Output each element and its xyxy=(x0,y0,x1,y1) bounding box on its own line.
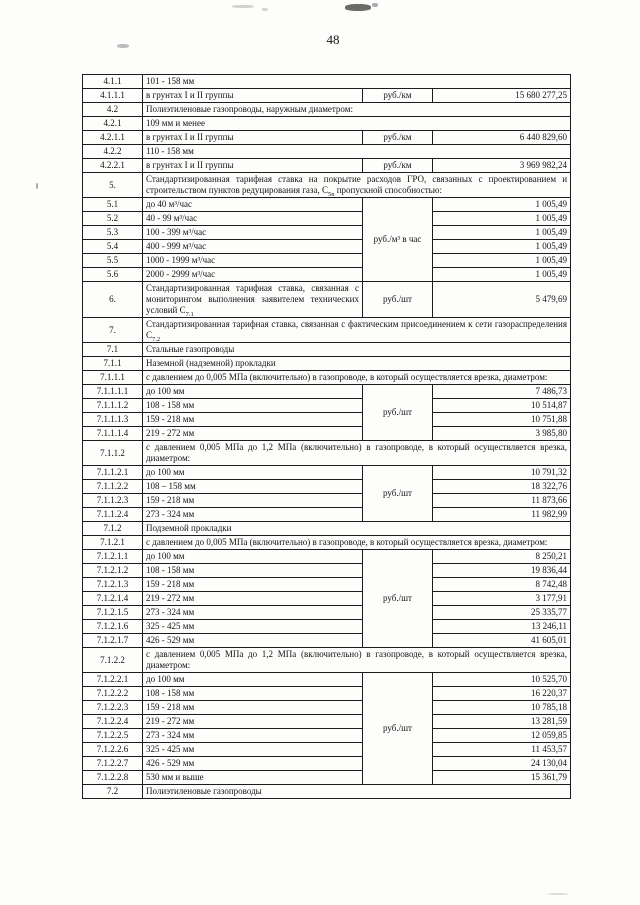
row-description xyxy=(143,480,363,494)
row-value: 11 873,66 xyxy=(433,494,571,508)
description-text: с давлением 0,005 МПа до 1,2 МПа (включительно) в газопроводе, в который осуществляется врезка, диаметром: xyxy=(146,649,568,670)
row-value: 18 322,76 xyxy=(433,480,571,494)
row-description xyxy=(143,550,363,564)
row-number: 4.2.1.1 xyxy=(83,131,143,145)
description-text: с давлением до 0,005 МПа (включительно) в газопроводе, в который осуществляется врезка, диаметром: xyxy=(146,537,548,547)
tariff-table-body xyxy=(83,75,571,799)
row-value: 3 177,91 xyxy=(433,592,571,606)
description-text: с давлением 0,005 МПа до 1,2 МПа (включительно) в газопроводе, в который осуществляется врезка, диаметром: xyxy=(146,442,568,463)
row-number: 4.1.1 xyxy=(83,75,143,89)
description-text: 108 – 158 мм xyxy=(146,481,196,491)
scan-smudge xyxy=(117,44,129,48)
row-number: 7.1.1.1.4 xyxy=(83,427,143,441)
description-text: 159 - 218 мм xyxy=(146,414,195,424)
row-description xyxy=(143,673,363,687)
row-number: 5.1 xyxy=(83,198,143,212)
description-text: 273 - 324 мм xyxy=(146,607,195,617)
row-number: 5.6 xyxy=(83,268,143,282)
table-row xyxy=(83,701,571,715)
description-text: 2000 - 2999 м³/час xyxy=(146,269,216,279)
description-text: до 40 м³/час xyxy=(146,199,192,209)
row-value: 11 453,57 xyxy=(433,743,571,757)
row-value: 8 250,21 xyxy=(433,550,571,564)
table-row xyxy=(83,268,571,282)
row-value: 10 791,32 xyxy=(433,466,571,480)
table-row xyxy=(83,441,571,466)
row-value: 1 005,49 xyxy=(433,268,571,282)
table-row xyxy=(83,212,571,226)
table-row xyxy=(83,673,571,687)
row-number: 7.2 xyxy=(83,785,143,799)
page-number: 48 xyxy=(326,32,340,47)
unit-cell: руб./шт xyxy=(363,550,433,648)
table-row xyxy=(83,771,571,785)
row-number: 7.1.2.2.8 xyxy=(83,771,143,785)
description-text: 109 мм и менее xyxy=(146,118,205,128)
description-text: 426 - 529 мм xyxy=(146,758,195,768)
table-row xyxy=(83,592,571,606)
table-row xyxy=(83,103,571,117)
table-row xyxy=(83,357,571,371)
row-description xyxy=(143,648,571,673)
row-value: 1 005,49 xyxy=(433,226,571,240)
description-text: 325 - 425 мм xyxy=(146,744,195,754)
row-description xyxy=(143,357,571,371)
table-row xyxy=(83,536,571,550)
row-number: 7.1.2 xyxy=(83,522,143,536)
table-row xyxy=(83,578,571,592)
row-value: 41 605,01 xyxy=(433,634,571,648)
description-text: 400 - 999 м³/час xyxy=(146,241,207,251)
table-row xyxy=(83,494,571,508)
row-number: 7.1.1.2.3 xyxy=(83,494,143,508)
description-text: Полиэтиленовые газопроводы, наружным диаметром: xyxy=(146,104,353,114)
row-description xyxy=(143,198,363,212)
row-value: 19 836,44 xyxy=(433,564,571,578)
row-description xyxy=(143,89,363,103)
table-row xyxy=(83,466,571,480)
row-description xyxy=(143,282,363,318)
row-number: 5.3 xyxy=(83,226,143,240)
row-number: 6. xyxy=(83,282,143,318)
row-value: 8 742,48 xyxy=(433,578,571,592)
row-description xyxy=(143,117,571,131)
row-description xyxy=(143,564,363,578)
description-text: Стандартизированная тарифная ставка, связанная с мониторингом выполнения заявителем технических условий C xyxy=(146,283,359,315)
description-subscript: 7.1 xyxy=(185,310,194,318)
row-number: 7.1.1.2.4 xyxy=(83,508,143,522)
row-number: 7.1.1.1.2 xyxy=(83,399,143,413)
description-text: до 100 мм xyxy=(146,467,185,477)
description-text: 108 - 158 мм xyxy=(146,688,195,698)
row-number: 7.1.2.1.2 xyxy=(83,564,143,578)
row-value: 7 486,73 xyxy=(433,385,571,399)
row-value: 24 130,04 xyxy=(433,757,571,771)
table-row xyxy=(83,757,571,771)
description-text: 325 - 425 мм xyxy=(146,621,195,631)
description-text: 219 - 272 мм xyxy=(146,593,195,603)
table-row xyxy=(83,606,571,620)
table-row xyxy=(83,318,571,343)
row-number: 7.1.2.1.4 xyxy=(83,592,143,606)
table-row xyxy=(83,145,571,159)
row-number: 7.1.1 xyxy=(83,357,143,371)
row-number: 7.1.2.2 xyxy=(83,648,143,673)
description-subscript: 7.2 xyxy=(152,335,161,343)
table-row xyxy=(83,240,571,254)
row-description xyxy=(143,494,363,508)
row-number: 7.1.1.2 xyxy=(83,441,143,466)
row-description xyxy=(143,145,571,159)
row-value: 1 005,49 xyxy=(433,212,571,226)
row-description xyxy=(143,466,363,480)
table-row xyxy=(83,75,571,89)
row-number: 7.1.2.2.1 xyxy=(83,673,143,687)
table-row xyxy=(83,508,571,522)
row-value: 3 985,80 xyxy=(433,427,571,441)
description-text: 1000 - 1999 м³/час xyxy=(146,255,216,265)
description-text: Стальные газопроводы xyxy=(146,344,235,354)
row-number: 4.2.2.1 xyxy=(83,159,143,173)
description-text: 159 - 218 мм xyxy=(146,495,195,505)
table-row xyxy=(83,89,571,103)
row-description xyxy=(143,757,363,771)
row-value: 25 335,77 xyxy=(433,606,571,620)
row-description xyxy=(143,729,363,743)
description-text: 108 - 158 мм xyxy=(146,400,195,410)
description-text: 426 - 529 мм xyxy=(146,635,195,645)
row-number: 7.1.2.1.5 xyxy=(83,606,143,620)
row-description xyxy=(143,413,363,427)
table-row xyxy=(83,550,571,564)
row-number: 7.1.1.1.1 xyxy=(83,385,143,399)
row-value: 12 059,85 xyxy=(433,729,571,743)
row-value: 3 969 982,24 xyxy=(433,159,571,173)
row-description xyxy=(143,212,363,226)
row-number: 7.1.2.1.3 xyxy=(83,578,143,592)
row-number: 4.2 xyxy=(83,103,143,117)
row-description xyxy=(143,785,571,799)
row-value: 6 440 829,60 xyxy=(433,131,571,145)
row-description xyxy=(143,715,363,729)
table-row xyxy=(83,687,571,701)
description-text: Подземной прокладки xyxy=(146,523,232,533)
row-description xyxy=(143,743,363,757)
table-row xyxy=(83,226,571,240)
unit-cell: руб./км xyxy=(363,159,433,173)
row-description xyxy=(143,508,363,522)
row-description xyxy=(143,173,571,198)
row-number: 7.1 xyxy=(83,343,143,357)
table-row xyxy=(83,131,571,145)
row-value: 13 281,59 xyxy=(433,715,571,729)
row-number: 7.1.2.1.6 xyxy=(83,620,143,634)
row-description xyxy=(143,226,363,240)
description-text: Стандартизированная тарифная ставка, связанная с фактическим присоединением к сети газораспределения C xyxy=(146,319,568,340)
table-row xyxy=(83,480,571,494)
row-description xyxy=(143,318,571,343)
scan-smudge xyxy=(232,5,254,8)
row-number: 7.1.2.2.7 xyxy=(83,757,143,771)
table-row xyxy=(83,634,571,648)
table-row xyxy=(83,282,571,318)
row-number: 7.1.2.1.7 xyxy=(83,634,143,648)
row-description xyxy=(143,522,571,536)
row-number: 5.2 xyxy=(83,212,143,226)
table-row xyxy=(83,198,571,212)
table-row xyxy=(83,399,571,413)
table-row xyxy=(83,254,571,268)
row-number: 5.4 xyxy=(83,240,143,254)
row-description xyxy=(143,254,363,268)
row-description xyxy=(143,371,571,385)
row-number: 7.1.2.2.6 xyxy=(83,743,143,757)
row-description xyxy=(143,441,571,466)
row-description xyxy=(143,536,571,550)
description-text: 100 - 399 м³/час xyxy=(146,227,207,237)
description-text: в грунтах I и II группы xyxy=(146,160,234,170)
row-description xyxy=(143,578,363,592)
table-row xyxy=(83,564,571,578)
row-number: 7.1.1.2.2 xyxy=(83,480,143,494)
row-number: 7.1.1.1 xyxy=(83,371,143,385)
row-description xyxy=(143,771,363,785)
row-description xyxy=(143,159,363,173)
row-description xyxy=(143,701,363,715)
row-value: 10 514,87 xyxy=(433,399,571,413)
description-tail: пропускной способностью: xyxy=(334,185,442,195)
table-row xyxy=(83,743,571,757)
scan-smudge xyxy=(262,8,268,11)
row-description xyxy=(143,75,571,89)
description-text: 40 - 99 м³/час xyxy=(146,213,198,223)
description-text: 273 - 324 мм xyxy=(146,730,195,740)
unit-cell: руб./м³ в час xyxy=(363,198,433,282)
row-value: 5 479,69 xyxy=(433,282,571,318)
description-text: в грунтах I и II группы xyxy=(146,90,234,100)
table-row xyxy=(83,648,571,673)
row-value: 11 982,99 xyxy=(433,508,571,522)
row-description xyxy=(143,634,363,648)
table-row xyxy=(83,173,571,198)
description-text: Полиэтиленовые газопроводы xyxy=(146,786,262,796)
row-value: 15 680 277,25 xyxy=(433,89,571,103)
description-text: 159 - 218 мм xyxy=(146,702,195,712)
table-row xyxy=(83,385,571,399)
row-number: 7.1.1.2.1 xyxy=(83,466,143,480)
unit-cell: руб./км xyxy=(363,131,433,145)
description-text: 219 - 272 мм xyxy=(146,716,195,726)
row-description xyxy=(143,103,571,117)
tariff-table xyxy=(82,74,571,799)
row-number: 4.2.1 xyxy=(83,117,143,131)
row-number: 4.1.1.1 xyxy=(83,89,143,103)
description-text: 110 - 158 мм xyxy=(146,146,194,156)
row-number: 4.2.2 xyxy=(83,145,143,159)
description-text: до 100 мм xyxy=(146,551,185,561)
description-text: 219 - 272 мм xyxy=(146,428,195,438)
description-text: 273 - 324 мм xyxy=(146,509,195,519)
row-number: 7.1.2.2.3 xyxy=(83,701,143,715)
scan-smudge xyxy=(36,183,38,189)
row-value: 15 361,79 xyxy=(433,771,571,785)
row-number: 7.1.2.2.2 xyxy=(83,687,143,701)
row-value: 1 005,49 xyxy=(433,240,571,254)
table-row xyxy=(83,620,571,634)
description-text: 530 мм и выше xyxy=(146,772,204,782)
scan-smudge xyxy=(372,3,378,7)
row-value: 10 785,18 xyxy=(433,701,571,715)
description-text: 159 - 218 мм xyxy=(146,579,195,589)
description-text: в грунтах I и II группы xyxy=(146,132,234,142)
row-number: 7.1.2.2.5 xyxy=(83,729,143,743)
table-row xyxy=(83,371,571,385)
row-value: 13 246,11 xyxy=(433,620,571,634)
row-number: 7.1.2.2.4 xyxy=(83,715,143,729)
scan-smudge xyxy=(548,893,568,895)
row-description xyxy=(143,687,363,701)
row-description xyxy=(143,240,363,254)
row-description xyxy=(143,385,363,399)
table-row xyxy=(83,427,571,441)
table-row xyxy=(83,159,571,173)
row-value: 10 525,70 xyxy=(433,673,571,687)
row-number: 7.1.2.1.1 xyxy=(83,550,143,564)
table-row xyxy=(83,117,571,131)
row-number: 5. xyxy=(83,173,143,198)
row-value: 16 220,37 xyxy=(433,687,571,701)
table-row xyxy=(83,413,571,427)
row-description xyxy=(143,131,363,145)
description-subscript: 5n xyxy=(327,190,335,198)
description-text: 108 - 158 мм xyxy=(146,565,195,575)
unit-cell: руб./км xyxy=(363,89,433,103)
table-row xyxy=(83,343,571,357)
scan-smudge xyxy=(345,4,371,11)
table-row xyxy=(83,785,571,799)
row-value: 1 005,49 xyxy=(433,254,571,268)
table-row xyxy=(83,729,571,743)
row-number: 7.1.1.1.3 xyxy=(83,413,143,427)
description-text: до 100 мм xyxy=(146,386,185,396)
row-number: 7.1.2.1 xyxy=(83,536,143,550)
row-description xyxy=(143,268,363,282)
row-description xyxy=(143,399,363,413)
row-value: 1 005,49 xyxy=(433,198,571,212)
row-number: 5.5 xyxy=(83,254,143,268)
row-description xyxy=(143,427,363,441)
unit-cell: руб./шт xyxy=(363,385,433,441)
unit-cell: руб./шт xyxy=(363,282,433,318)
row-value: 10 751,88 xyxy=(433,413,571,427)
description-text: 101 - 158 мм xyxy=(146,76,195,86)
row-number: 7. xyxy=(83,318,143,343)
description-text: Наземной (надземной) прокладки xyxy=(146,358,276,368)
unit-cell: руб./шт xyxy=(363,466,433,522)
table-row xyxy=(83,522,571,536)
row-description xyxy=(143,592,363,606)
table-row xyxy=(83,715,571,729)
unit-cell: руб./шт xyxy=(363,673,433,785)
description-text: с давлением до 0,005 МПа (включительно) в газопроводе, в который осуществляется врезка, диаметром: xyxy=(146,372,548,382)
row-description xyxy=(143,606,363,620)
description-text: до 100 мм xyxy=(146,674,185,684)
row-description xyxy=(143,620,363,634)
description-text: Стандартизированная тарифная ставка на покрытие расходов ГРО, связанных с проектированием и строительством пунктов редуцирования газа, C xyxy=(146,174,568,195)
row-description xyxy=(143,343,571,357)
